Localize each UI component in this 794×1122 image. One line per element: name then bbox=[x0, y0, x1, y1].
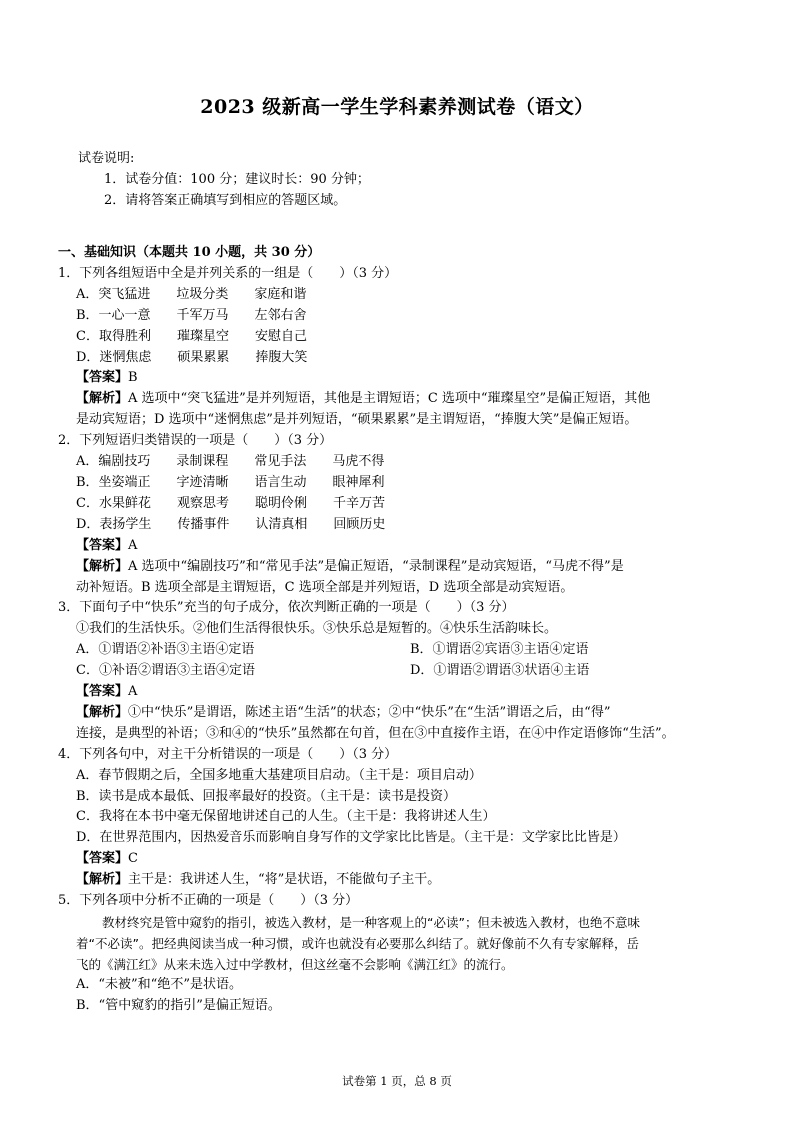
question-4-answer bbox=[58, 849, 738, 870]
exam-body bbox=[58, 243, 738, 1017]
analysis-text: A 选项中“编剧技巧”和“常见手法”是偏正短语，“录制课程”是动宾短语，“马虎不得”是 bbox=[128, 558, 624, 574]
question-2-analysis-cont: 动补短语。B 选项全部是主谓短语，C 选项全部是并列短语，D 选项全部是动宾短语。 bbox=[76, 579, 574, 595]
analysis-label: 【解析】 bbox=[76, 391, 129, 407]
page-footer: 试卷第 1 页，总 8 页 bbox=[342, 1074, 452, 1088]
question-2-option: A．编剧技巧 录制课程 常见手法 马虎不得 bbox=[76, 454, 385, 470]
question-1-option: B．一心一意 千军万马 左邻右舍 bbox=[76, 307, 307, 323]
question-4-stem: 4．下列各句中，对主干分析错误的一项是（ ）（3 分） bbox=[58, 746, 398, 762]
exam-notes bbox=[78, 148, 370, 211]
section-title: 一、基础知识（本题共 10 小题，共 30 分） bbox=[58, 245, 321, 260]
question-4-analysis bbox=[58, 870, 738, 891]
question-1-option: A．突飞猛进 垃圾分类 家庭和谐 bbox=[76, 286, 307, 302]
question-3-option: C．①补语②谓语③主语④定语 bbox=[76, 663, 255, 679]
answer-label: 【答案】 bbox=[76, 370, 129, 386]
question-1-answer bbox=[58, 368, 738, 389]
notes-item: 1．试卷分值：100 分；建议时长：90 分钟； bbox=[104, 172, 370, 187]
question-2-analysis bbox=[58, 557, 738, 578]
question-1-stem: 1．下列各组短语中全是并列关系的一组是（ ）（3 分） bbox=[58, 265, 398, 281]
question-1-analysis bbox=[58, 389, 738, 410]
question-5-stem: 5．下列各项中分析不正确的一项是（ ）（3 分） bbox=[58, 893, 359, 909]
question-1-option: D．迷惘焦虑 硕果累累 捧腹大笑 bbox=[76, 349, 308, 365]
question-3-option: A．①谓语②补语③主语④定语 bbox=[76, 642, 255, 658]
question-1-option: C．取得胜利 璀璨星空 安慰自己 bbox=[76, 328, 307, 344]
question-4-option: B．读书是成本最低、回报率最好的投资。（主干是：读书是投资） bbox=[76, 788, 457, 804]
question-3-sentence: ①我们的生活快乐。②他们生活得很快乐。③快乐总是短暂的。④快乐生活韵味长。 bbox=[76, 621, 558, 637]
analysis-text: 主干是：我讲述人生，“将”是状语，不能做句子主干。 bbox=[128, 872, 441, 888]
question-4-option: C．我将在本书中毫无保留地讲述自己的人生。（主干是：我将讲述人生） bbox=[76, 809, 496, 825]
question-3-analysis-cont: 连接，是典型的补语；③和④的“快乐”虽然都在句首，但在③中直接作主语，在④中作定语修饰“生活”。 bbox=[76, 725, 675, 741]
question-1-analysis-cont: 是动宾短语；D 选项中“迷惘焦虑”是并列短语，“硕果累累”是主谓短语，“捧腹大笑”是偏正短语。 bbox=[76, 412, 638, 428]
answer-value: C bbox=[128, 851, 138, 867]
page-title: 2023 级新高一学生学科素养测试卷（语文） bbox=[200, 96, 594, 118]
answer-value: A bbox=[128, 537, 138, 553]
question-2-option: C．水果鲜花 观察思考 聪明伶俐 千辛万苦 bbox=[76, 495, 385, 511]
passage-line: 教材终究是管中窥豹的指引，被选入教材，是一种客观上的“必读”；但未被选入教材，也绝不意味 bbox=[102, 915, 640, 930]
answer-value: B bbox=[128, 370, 138, 386]
question-3-stem: 3．下面句子中“快乐”充当的句子成分，依次判断正确的一项是（ ）（3 分） bbox=[58, 600, 515, 616]
question-3-option: B．①谓语②宾语③主语④定语 bbox=[410, 642, 589, 658]
question-3-answer bbox=[58, 682, 738, 703]
question-5-option: A．“未被”和“绝不”是状语。 bbox=[76, 977, 242, 992]
analysis-label: 【解析】 bbox=[76, 872, 129, 888]
answer-label: 【答案】 bbox=[76, 684, 129, 700]
passage-line: 着“不必读”。把经典阅读当成一种习惯，或许也就没有必要那么纠结了。就好像前不久有专家解释，岳 bbox=[76, 936, 639, 951]
notes-heading: 试卷说明: bbox=[78, 151, 135, 166]
question-3-option-row bbox=[58, 661, 738, 682]
analysis-text: A 选项中“突飞猛进”是并列短语，其他是主谓短语；C 选项中“璀璨星空”是偏正短语，其他 bbox=[128, 391, 651, 407]
passage-line: 飞的《满江红》从来未选入过中学教材，但这丝毫不会影响《满江红》的流行。 bbox=[76, 957, 514, 972]
question-5-option: B．“管中窥豹的指引”是偏正短语。 bbox=[76, 997, 281, 1013]
question-3-option-row bbox=[58, 640, 738, 661]
question-5-passage bbox=[58, 912, 738, 975]
analysis-label: 【解析】 bbox=[76, 558, 129, 574]
question-3-option: D．①谓语②谓语③状语④主语 bbox=[410, 663, 590, 679]
answer-label: 【答案】 bbox=[76, 537, 129, 553]
question-4-option: A．春节假期之后，全国多地重大基建项目启动。（主干是：项目启动） bbox=[76, 767, 482, 783]
question-2-option: D．表扬学生 传播事件 认清真相 回顾历史 bbox=[76, 516, 386, 532]
answer-value: A bbox=[128, 684, 138, 700]
question-2-stem: 2．下列短语归类错误的一项是（ ）（3 分） bbox=[58, 433, 333, 449]
question-2-option: B．坐姿端正 字迹清晰 语言生动 眼神犀利 bbox=[76, 474, 385, 490]
analysis-label: 【解析】 bbox=[76, 704, 129, 720]
answer-label: 【答案】 bbox=[76, 851, 129, 867]
analysis-text: ①中“快乐”是谓语，陈述主语“生活”的状态；②中“快乐”在“生活”谓语之后，由“得” bbox=[128, 704, 611, 720]
question-4-option: D．在世界范围内，因热爱音乐而影响自身写作的文学家比比皆是。（主干是：文学家比比皆是） bbox=[76, 830, 626, 846]
question-2-answer bbox=[58, 536, 738, 557]
notes-item: 2．请将答案正确填写到相应的答题区域。 bbox=[104, 193, 347, 208]
question-3-analysis bbox=[58, 703, 738, 724]
